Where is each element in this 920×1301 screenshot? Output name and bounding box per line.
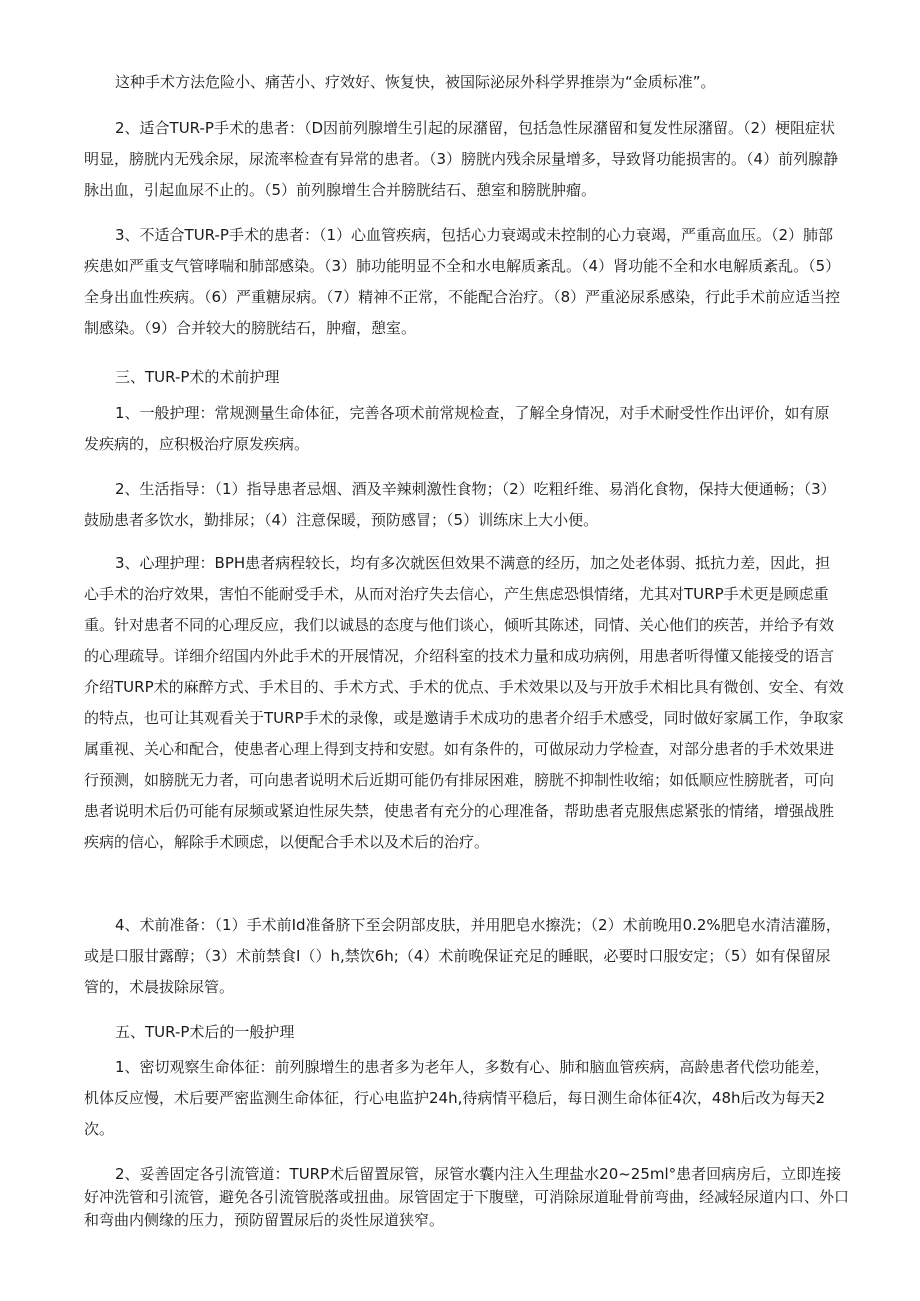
paragraph-intro: 这种手术方法危险小、痛苦小、疗效好、恢复快，被国际泌尿外科学界推崇为“金质标准”。	[115, 73, 716, 91]
paragraph-general-care: 1、一般护理：常规测量生命体征，完善各项术前常规检查，了解全身情况，对手术耐受性作出评价，如有原发疾病的，应积极治疗原发疾病。	[84, 404, 830, 453]
paragraph-life-guidance: 2、生活指导：（1）指导患者忌烟、酒及辛辣刺激性食物；（2）吃粗纤维、易消化食物，保持大便通畅；（3）鼓励患者多饮水，勤排尿；（4）注意保暖，预防感冒；（5）训练床上大小便。	[84, 480, 836, 529]
section-heading-preop: 三、TUR-P术的术前护理	[115, 368, 280, 386]
paragraph-preop-preparation: 4、术前准备：（1）手术前Id准备脐下至会阴部皮肤，并用肥皂水擦洗；（2）术前晚用0.2%肥皂水清洁灌肠，或是口服甘露醇；（3）术前禁食I（）h,禁饮6h;（4）术前晚保证充足的睡眠，必要时口服安定；（5）如有保留尿管的，术晨拔除尿管。	[84, 916, 841, 996]
paragraph-suitable-patients: 2、适合TUR-P手术的患者：（D因前列腺增生引起的尿潴留，包括急性尿潴留和复发性尿潴留。（2）梗阻症状明显，膀胱内无残余尿，尿流率检查有异常的患者。（3）膀胱内残余尿量增多，导致肾功能损害的。（4）前列腺静脉出血，引起血尿不止的。（5）前列腺增生合并膀胱结石、憩室和膀胱肿瘤。	[84, 119, 839, 199]
section-heading-postop: 五、TUR-P术后的一般护理	[115, 1023, 295, 1041]
paragraph-drainage-tubes: 2、妥善固定各引流管道：TURP术后留置尿管，尿管水囊内注入生理盐水20~25ml°患者回病房后，立即连接好冲洗管和引流管，避免各引流管脱落或扭曲。尿管固定于下腹壁，可消除尿道耻骨前弯曲，经减轻尿道内口、外口和弯曲内侧缘的压力，预防留置尿后的炎性尿道狭窄。	[84, 1165, 850, 1229]
paragraph-psychological-care: 3、心理护理：BPH患者病程较长，均有多次就医但效果不满意的经历，加之处老体弱、抵抗力差，因此，担心手术的治疗效果，害怕不能耐受手术，从而对治疗失去信心，产生焦虑恐惧情绪，尤其对TURP手术更是顾虑重重。针对患者不同的心理反应，我们以诚恳的态度与他们谈心，倾听其陈述，同情、关心他们的疾苦，并给予有效的心理疏导。详细介绍国内外此手术的开展情况，介绍科室的技术力量和成功病例，用患者听得懂又能接受的语言介绍TURP术的麻醉方式、手术目的、手术方式、手术的优点、手术效果以及与开放手术相比具有微创、安全、有效的特点，也可让其观看关于TURP手术的录像，或是邀请手术成功的患者介绍手术感受，同时做好家属工作，争取家属重视、关心和配合，使患者心理上得到支持和安慰。如有条件的，可做尿动力学检查，对部分患者的手术效果进行预测，如膀胱无力者，可向患者说明术后近期可能仍有排尿困难，膀胱不抑制性收缩；如低顺应性膀胱者，可向患者说明术后仍可能有尿频或紧迫性尿失禁，使患者有充分的心理准备，帮助患者克服焦虑紧张的情绪，增强战胜疾病的信心，解除手术顾虑，以便配合手术以及术后的治疗。	[84, 554, 844, 851]
paragraph-vital-signs: 1、密切观察生命体征：前列腺增生的患者多为老年人，多数有心、肺和脑血管疾病，高龄患者代偿功能差，机体反应慢，术后要严密监测生命体征，行心电监护24h,待病情平稳后，每日测生命体征4次，48h后改为每天2次。	[84, 1058, 830, 1138]
paragraph-unsuitable-patients: 3、不适合TUR-P手术的患者：（1）心血管疾病，包括心力衰竭或未控制的心力衰竭，严重高血压。（2）肺部疾患如严重支气管哮喘和肺部感染。（3）肺功能明显不全和水电解质紊乱。（4）肾功能不全和水电解质紊乱。（5）全身出血性疾病。（6）严重糖尿病。（7）精神不正常，不能配合治疗。（8）严重泌尿系感染，行此手术前应适当控制感染。（9）合并较大的膀胱结石，肿瘤，憩室。	[84, 226, 841, 337]
